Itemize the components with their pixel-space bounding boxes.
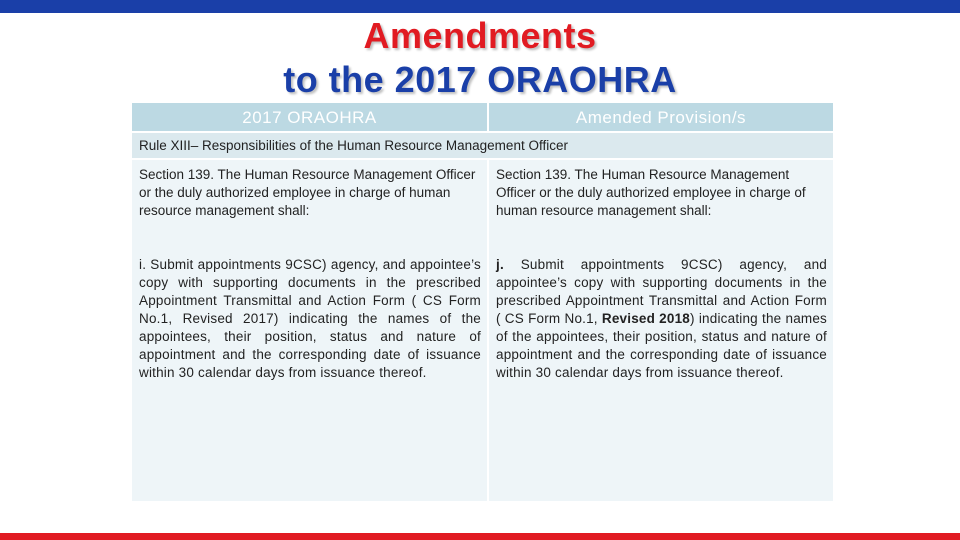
header-original: 2017 ORAOHRA — [132, 103, 487, 131]
slide-title-line2: to the 2017 ORAOHRA — [283, 59, 677, 100]
top-accent-bar — [0, 0, 960, 13]
original-provision-cell — [132, 160, 487, 501]
amended-item-marker: j. — [496, 257, 504, 272]
original-item-text: i. Submit appointments 9CSC) agency, and appointee’s copy with supporting documents in the prescribed Appointment Transmittal and Action Form ( CS Form No.1, Revised 2017) indicating the names of the appointees, their position, status and nature of appointment and the corresponding date of issuance within 30 calendar days from issuance thereof. — [139, 257, 481, 380]
amended-section-text: Section 139. The Human Resource Management Officer or the duly authorized employee in charge of human resource management shall: — [496, 167, 806, 218]
amended-item-part1: Submit appointments 9CSC) agency, and appointee’s copy with supporting documents in the prescribed Appointment Transmittal and Action Form ( CS Form No.1, — [496, 257, 827, 326]
comparison-table — [132, 103, 833, 501]
slide-title-line1: Amendments — [363, 15, 597, 56]
amended-provision-cell — [489, 160, 833, 501]
amended-item-part2: ) indicating the names of the appointees, their position, status and nature of appointment and the corresponding date of issuance within 30 calendar days from issuance thereof. — [496, 311, 828, 380]
rule-row: Rule XIII– Responsibilities of the Human Resource Management Officer — [132, 133, 833, 158]
amended-item-text — [496, 256, 827, 382]
original-section-text: Section 139. The Human Resource Management Officer or the duly authorized employee in charge of human resource management shall: — [139, 167, 476, 218]
amended-item-highlight: Revised 2018 — [601, 311, 691, 326]
bottom-accent-bar — [0, 533, 960, 540]
header-amended: Amended Provision/s — [489, 103, 833, 131]
